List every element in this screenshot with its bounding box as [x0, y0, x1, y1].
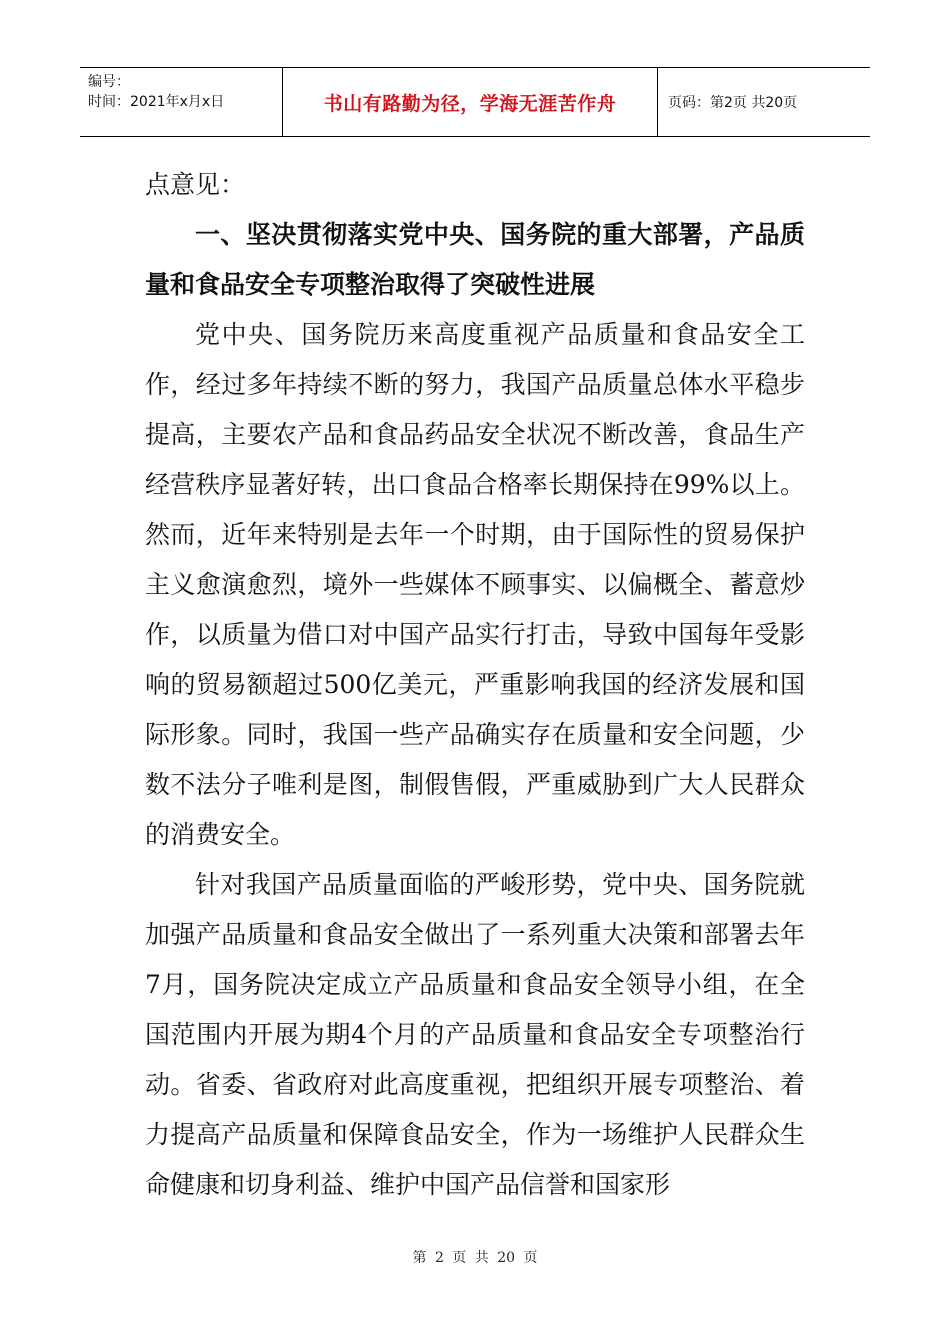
section-heading: 一、坚决贯彻落实党中央、国务院的重大部署，产品质量和食品安全专项整治取得了突破性进展: [145, 220, 805, 299]
header-meta: [80, 68, 283, 136]
document-header: [80, 67, 870, 137]
intro-line: 点意见：: [145, 170, 246, 199]
paragraph-1: 党中央、国务院历来高度重视产品质量和食品安全工作，经过多年持续不断的努力，我国产品质量总体水平稳步提高，主要农产品和食品药品安全状况不断改善，食品生产经营秩序显著好转，出口食品合格率长期保持在99%以上。然而，近年来特别是去年一个时期，由于国际性的贸易保护主义愈演愈烈，境外一些媒体不顾事实、以偏概全、蓄意炒作，以质量为借口对中国产品实行打击，导致中国每年受影响的贸易额超过500亿美元，严重影响我国的经济发展和国际形象。同时，我国一些产品确实存在质量和安全问题，少数不法分子唯利是图，制假售假，严重威胁到广大人民群众的消费安全。: [145, 320, 805, 849]
document-body: [145, 160, 805, 1210]
header-motto: 书山有路勤为径，学海无涯苦作舟: [283, 68, 658, 136]
number-label: 编号：: [88, 74, 130, 90]
header-page-info: 页码：第2页 共20页: [668, 95, 798, 111]
page-footer: 第 2 页 共 20 页: [412, 1250, 538, 1266]
time-label: 时间：2021年x月x日: [88, 94, 225, 110]
paragraph-2: 针对我国产品质量面临的严峻形势，党中央、国务院就加强产品质量和食品安全做出了一系列重大决策和部署去年7月，国务院决定成立产品质量和食品安全领导小组，在全国范围内开展为期4个月的产品质量和食品安全专项整治行动。省委、省政府对此高度重视，把组织开展专项整治、着力提高产品质量和保障食品安全，作为一场维护人民群众生命健康和切身利益、维护中国产品信誉和国家形: [145, 870, 805, 1199]
